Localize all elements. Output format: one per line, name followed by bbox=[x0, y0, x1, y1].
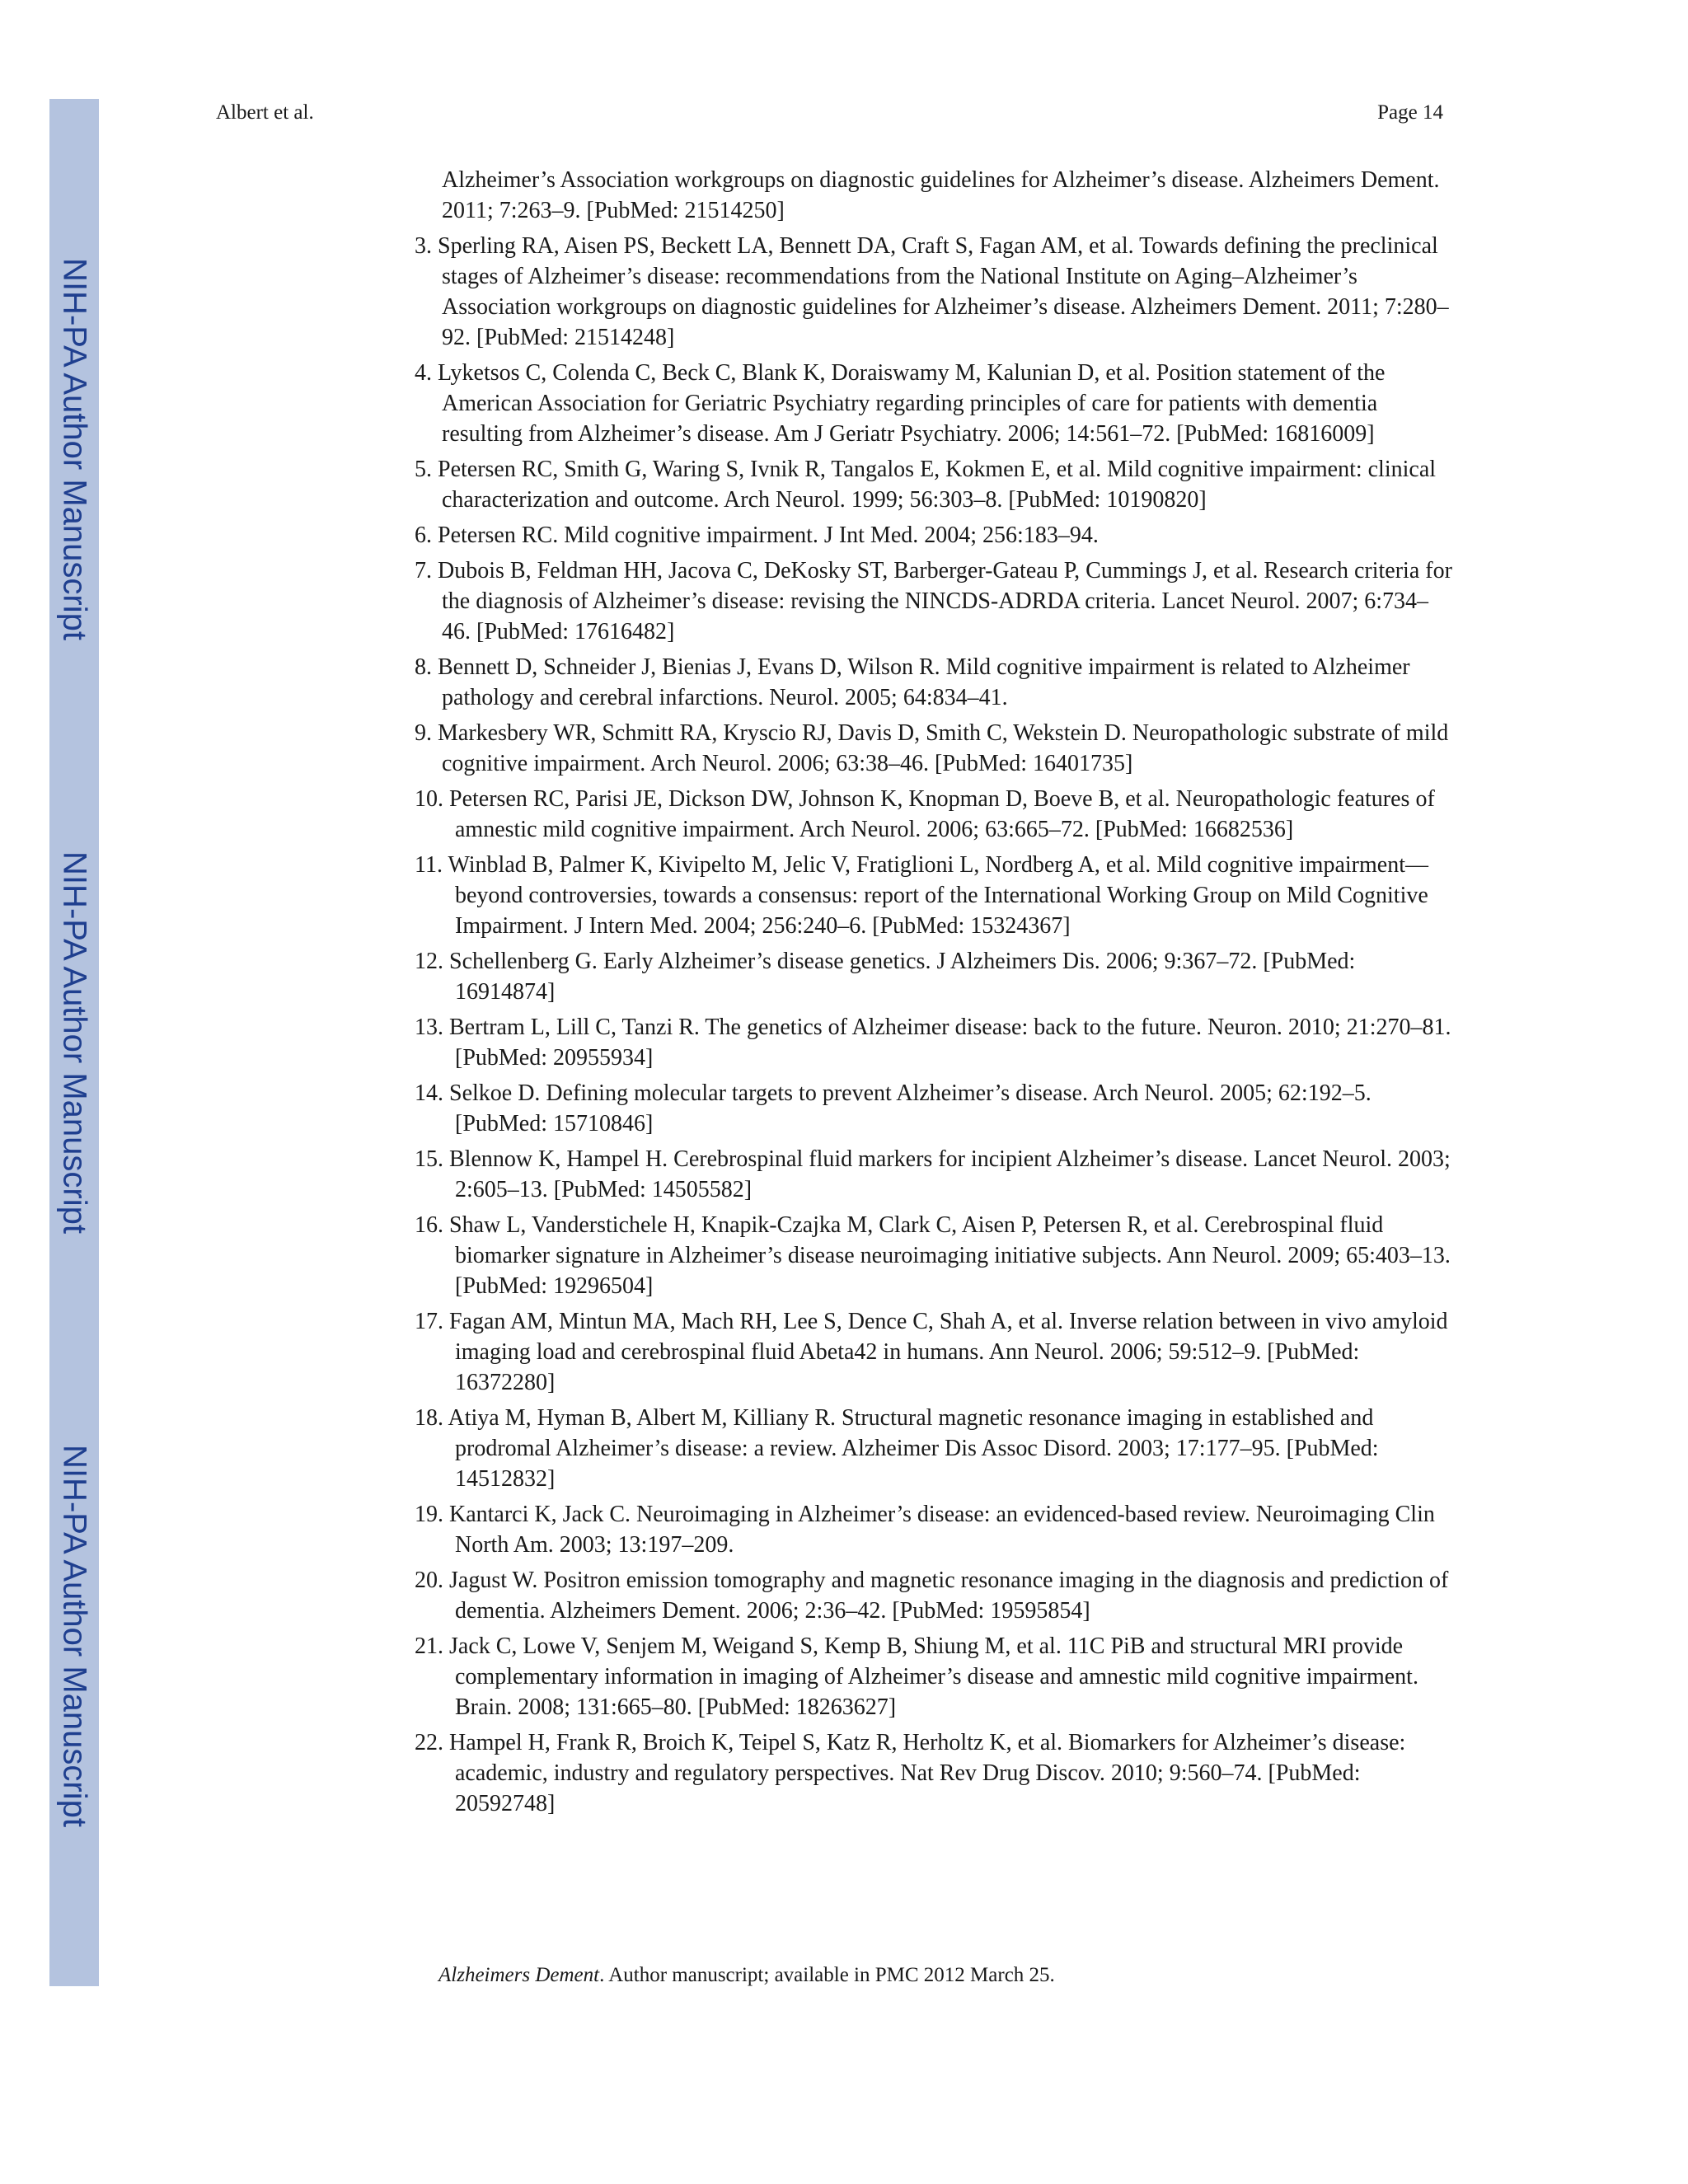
reference-number: 22. bbox=[415, 1730, 443, 1755]
reference-text: Atiya M, Hyman B, Albert M, Killiany R. Structural magnetic resonance imaging in established and prodromal Alzheimer’s disease: a review. Alzheimer Dis Assoc Disord. 2003; 17:177–95. [PubMed: 14512832] bbox=[448, 1405, 1379, 1492]
reference-item bbox=[406, 652, 1452, 713]
footer-journal: Alzheimers Dement bbox=[438, 1964, 600, 1986]
reference-number: 20. bbox=[415, 1568, 443, 1593]
reference-number: 18. bbox=[415, 1405, 443, 1431]
reference-item bbox=[406, 850, 1452, 941]
reference-number: 7. bbox=[415, 558, 432, 583]
reference-item bbox=[406, 1306, 1452, 1398]
reference-item bbox=[406, 946, 1452, 1007]
reference-text: Selkoe D. Defining molecular targets to prevent Alzheimer’s disease. Arch Neurol. 2005; 62:192–5. [PubMed: 15710846] bbox=[449, 1080, 1372, 1137]
reference-number: 17. bbox=[415, 1309, 443, 1334]
reference-text: Sperling RA, Aisen PS, Beckett LA, Bennett DA, Craft S, Fagan AM, et al. Towards defining the preclinical stages of Alzheimer’s disease: recommendations from the National Institute on Aging–Alzheimer’s Association workgroups on diagnostic guidelines for Alzheimer’s disease. Alzheimers Dement. 2011; 7:280–92. [PubMed: 21514248] bbox=[438, 233, 1449, 350]
reference-number: 4. bbox=[415, 360, 432, 386]
reference-text: Jack C, Lowe V, Senjem M, Weigand S, Kemp B, Shiung M, et al. 11C PiB and structural MRI provide complementary information in imaging of Alzheimer’s disease and amnestic mild cognitive impairment. Brain. 2008; 131:665–80. [PubMed: 18263627] bbox=[449, 1633, 1418, 1720]
reference-item bbox=[406, 1078, 1452, 1139]
reference-text: Shaw L, Vanderstichele H, Knapik-Czajka M, Clark C, Aisen P, Petersen R, et al. Cerebrospinal fluid biomarker signature in Alzheimer’s disease neuroimaging initiative subjects. Ann Neurol. 2009; 65:403–13. [PubMed: 19296504] bbox=[449, 1212, 1451, 1299]
reference-text: Petersen RC, Smith G, Waring S, Ivnik R, Tangalos E, Kokmen E, et al. Mild cognitive impairment: clinical characterization and outcome. Arch Neurol. 1999; 56:303–8. [PubMed: 10190820] bbox=[438, 457, 1437, 513]
reference-number: 10. bbox=[415, 786, 443, 812]
reference-item bbox=[406, 718, 1452, 779]
reference-text: Markesbery WR, Schmitt RA, Kryscio RJ, Davis D, Smith C, Wekstein D. Neuropathologic substrate of mild cognitive impairment. Arch Neurol. 2006; 63:38–46. [PubMed: 16401735] bbox=[438, 720, 1449, 776]
reference-number: 21. bbox=[415, 1633, 443, 1659]
reference-text: Winblad B, Palmer K, Kivipelto M, Jelic V, Fratiglioni L, Nordberg A, et al. Mild cognitive impairment—beyond controversies, towards a consensus: report of the International Working Group on Mild Cognitive Impairment. J Intern Med. 2004; 256:240–6. [PubMed: 15324367] bbox=[448, 852, 1428, 939]
reference-item bbox=[406, 555, 1452, 647]
reference-text: Jagust W. Positron emission tomography and magnetic resonance imaging in the diagnosis and prediction of dementia. Alzheimers Dement. 2006; 2:36–42. [PubMed: 19595854] bbox=[449, 1568, 1449, 1624]
reference-text: Petersen RC. Mild cognitive impairment. J Int Med. 2004; 256:183–94. bbox=[438, 523, 1099, 548]
reference-item bbox=[406, 520, 1452, 551]
reference-text: Bennett D, Schneider J, Bienias J, Evans D, Wilson R. Mild cognitive impairment is related to Alzheimer pathology and cerebral infarctions. Neurol. 2005; 64:834–41. bbox=[438, 654, 1410, 710]
reference-item bbox=[406, 1012, 1452, 1073]
reference-number: 11. bbox=[415, 852, 443, 878]
reference-item bbox=[406, 784, 1452, 845]
reference-number: 19. bbox=[415, 1502, 443, 1527]
reference-item bbox=[406, 1631, 1452, 1722]
reference-text: Hampel H, Frank R, Broich K, Teipel S, Katz R, Herholtz K, et al. Biomarkers for Alzheimer’s disease: academic, industry and regulatory perspectives. Nat Rev Drug Discov. 2010; 9:560–74. [PubMed: 20592748] bbox=[449, 1730, 1406, 1816]
reference-number: 16. bbox=[415, 1212, 443, 1238]
reference-number: 15. bbox=[415, 1146, 443, 1172]
reference-number: 5. bbox=[415, 457, 432, 482]
reference-item bbox=[406, 231, 1452, 353]
reference-text: Dubois B, Feldman HH, Jacova C, DeKosky ST, Barberger-Gateau P, Cummings J, et al. Research criteria for the diagnosis of Alzheimer’s disease: revising the NINCDS-ADRDA criteria. Lancet Neurol. 2007; 6:734–46. [PubMed: 17616482] bbox=[438, 558, 1452, 644]
reference-text: Blennow K, Hampel H. Cerebrospinal fluid markers for incipient Alzheimer’s disease. Lancet Neurol. 2003; 2:605–13. [PubMed: 14505582] bbox=[449, 1146, 1451, 1202]
reference-continuation: Alzheimer’s Association workgroups on diagnostic guidelines for Alzheimer’s disease. Alzheimers Dement. 2011; 7:263–9. [PubMed: 21514250] bbox=[442, 167, 1440, 223]
page-number: Page 14 bbox=[1377, 101, 1443, 124]
reference-number: 14. bbox=[415, 1080, 443, 1106]
reference-number: 13. bbox=[415, 1015, 443, 1040]
reference-item bbox=[406, 1144, 1452, 1205]
reference-item bbox=[406, 454, 1452, 515]
reference-number: 3. bbox=[415, 233, 432, 259]
reference-text: Lyketsos C, Colenda C, Beck C, Blank K, Doraiswamy M, Kalunian D, et al. Position statement of the American Association for Geriatric Psychiatry regarding principles of care for patients with dementia resulting from Alzheimer’s disease. Am J Geriatr Psychiatry. 2006; 14:561–72. [PubMed: 16816009] bbox=[438, 360, 1386, 447]
reference-text: Fagan AM, Mintun MA, Mach RH, Lee S, Dence C, Shah A, et al. Inverse relation between in vivo amyloid imaging load and cerebrospinal fluid Abeta42 in humans. Ann Neurol. 2006; 59:512–9. [PubMed: 16372280] bbox=[449, 1309, 1448, 1395]
reference-item bbox=[406, 1727, 1452, 1819]
reference-number: 6. bbox=[415, 523, 432, 548]
reference-text: Kantarci K, Jack C. Neuroimaging in Alzheimer’s disease: an evidenced-based review. Neuroimaging Clin North Am. 2003; 13:197–209. bbox=[449, 1502, 1435, 1558]
reference-number: 8. bbox=[415, 654, 432, 680]
footer-text: . Author manuscript; available in PMC 2012 March 25. bbox=[599, 1964, 1055, 1986]
reference-text: Petersen RC, Parisi JE, Dickson DW, Johnson K, Knopman D, Boeve B, et al. Neuropathologic features of amnestic mild cognitive impairment. Arch Neurol. 2006; 63:665–72. [PubMed: 16682536] bbox=[449, 786, 1435, 842]
reference-text: Bertram L, Lill C, Tanzi R. The genetics of Alzheimer disease: back to the future. Neuron. 2010; 21:270–81. [PubMed: 20955934] bbox=[449, 1015, 1451, 1071]
reference-item bbox=[406, 1403, 1452, 1494]
reference-text: Schellenberg G. Early Alzheimer’s disease genetics. J Alzheimers Dis. 2006; 9:367–72. [PubMed: 16914874] bbox=[449, 949, 1356, 1005]
reference-number: 12. bbox=[415, 949, 443, 974]
running-head-author: Albert et al. bbox=[216, 101, 314, 124]
footer-citation bbox=[438, 1964, 1055, 1987]
reference-list bbox=[406, 165, 1452, 1824]
reference-item bbox=[406, 1210, 1452, 1301]
reference-item bbox=[406, 1499, 1452, 1560]
reference-item bbox=[406, 358, 1452, 449]
reference-item bbox=[406, 1565, 1452, 1626]
reference-number: 9. bbox=[415, 720, 432, 746]
